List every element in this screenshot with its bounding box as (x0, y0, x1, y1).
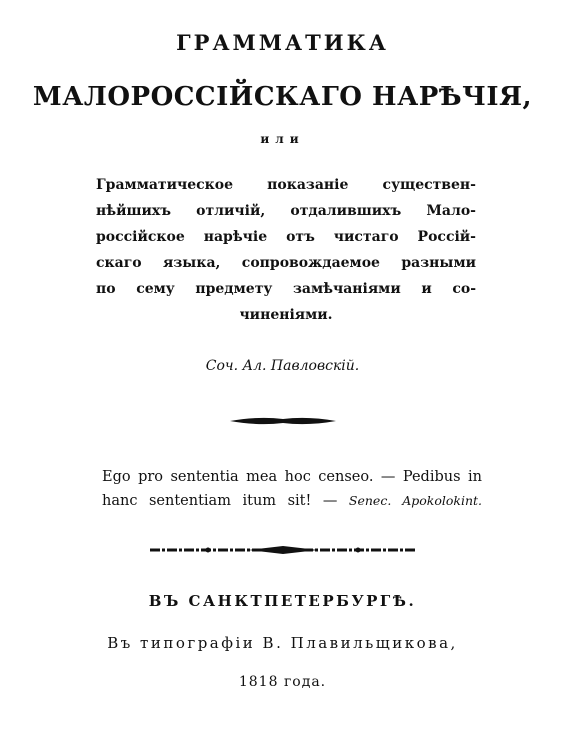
imprint-printer: Въ типографіи В. Плавильщикова, (107, 634, 458, 652)
ornamental-rule-top (228, 414, 338, 428)
author-line: Соч. Ал. Павловскій. (205, 358, 360, 374)
epigraph-line-2 (102, 489, 482, 513)
epigraph-source: Senec. Apokolokint. (348, 493, 482, 508)
epigraph-line-2-text: hanc sententiam itum sit! — (102, 493, 349, 509)
ornamental-rule-bottom (148, 544, 418, 556)
epigraph (102, 466, 482, 513)
imprint-year: 1818 года. (238, 674, 327, 690)
description-line: скаго языка, сопровождаемое разными (96, 255, 476, 271)
description-line: россійское нарѣчіе отъ чистаго Россій- (96, 229, 476, 245)
book-title-main: МАЛОРОССІЙСКАГО НАРѢЧІЯ, (32, 82, 533, 112)
book-title-top: ГРАММАТИКА (176, 30, 389, 55)
subtitle-description (96, 172, 476, 328)
description-line: Грамматическое показаніе существен- (96, 177, 476, 193)
description-line: по сему предмету замѣчаніями и со- (96, 281, 476, 297)
description-line: чиненіями. (239, 307, 333, 323)
description-line: нѣйшихъ отличій, отдалившихъ Мало- (96, 203, 476, 219)
imprint-city: ВЪ САНКТПЕТЕРБУРГѢ. (148, 592, 417, 610)
title-conjunction: или (260, 132, 305, 146)
epigraph-line-1: Ego pro sententia mea hoc censeo. — Pedibus in (102, 469, 482, 485)
